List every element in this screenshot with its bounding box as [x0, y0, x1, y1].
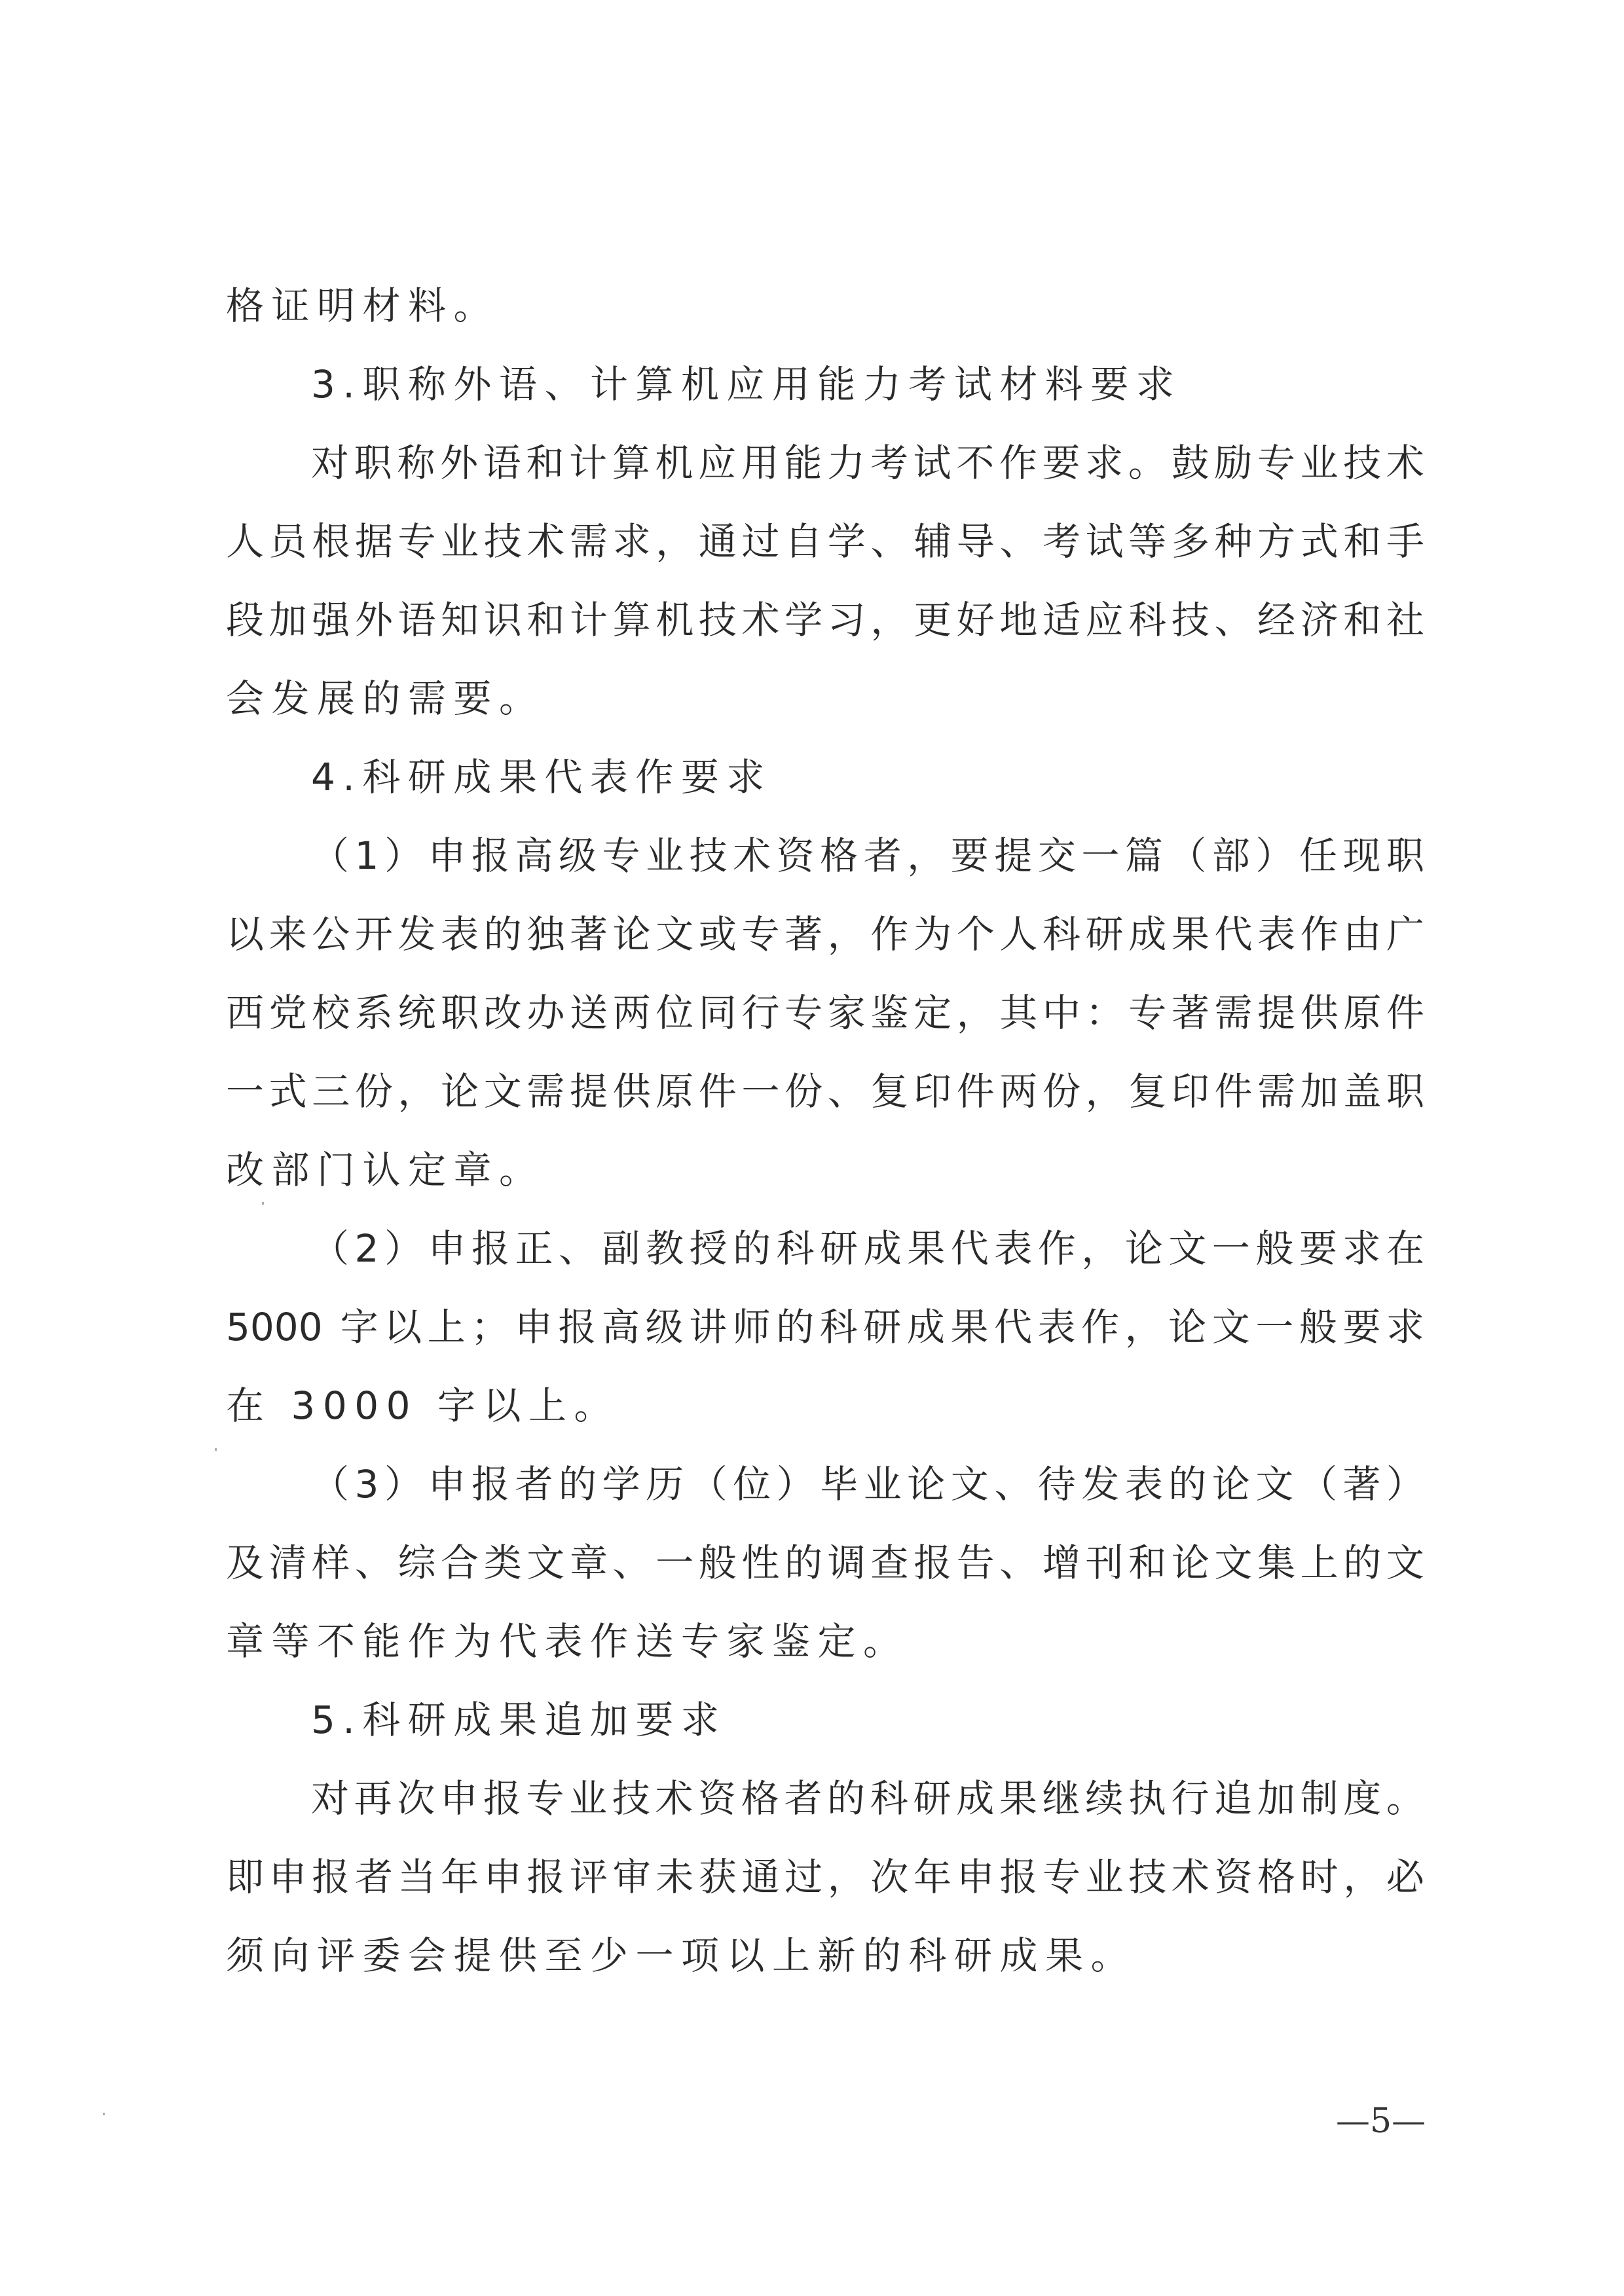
page-number: —5— [1336, 2102, 1426, 2141]
text-line-continuation: 格证明材料。 [226, 283, 500, 328]
paragraph-line: 须向评委会提供至少一项以上新的科研成果。 [226, 1933, 1137, 1978]
paragraph-line: （1）申报高级专业技术资格者，要提交一篇（部）任现职 [311, 833, 1424, 878]
paragraph-line: 人员根据专业技术需求，通过自学、辅导、考试等多种方式和手 [226, 519, 1424, 564]
paragraph-line: 以来公开发表的独著论文或专著，作为个人科研成果代表作由广 [226, 912, 1424, 957]
paragraph-line: （3）申报者的学历（位）毕业论文、待发表的论文（著） [311, 1462, 1424, 1506]
scan-speck [103, 2113, 105, 2115]
paragraph-line: 5000 字以上；申报高级讲师的科研成果代表作，论文一般要求 [226, 1305, 1424, 1349]
section-heading-4: 4.科研成果代表作要求 [311, 755, 772, 799]
section-heading-3: 3.职称外语、计算机应用能力考试材料要求 [311, 362, 1182, 407]
paragraph-line: 在 3000 字以上。 [226, 1383, 619, 1428]
paragraph-line: 章等不能作为代表作送专家鉴定。 [226, 1619, 909, 1664]
paragraph-line: （2）申报正、副教授的科研成果代表作，论文一般要求在 [311, 1226, 1424, 1271]
scan-speck [262, 1202, 264, 1205]
paragraph-line: 对职称外语和计算机应用能力考试不作要求。鼓励专业技术 [311, 441, 1424, 485]
paragraph-line: 改部门认定章。 [226, 1148, 545, 1192]
paragraph-line: 西党校系统职改办送两位同行专家鉴定，其中：专著需提供原件 [226, 991, 1424, 1035]
paragraph-line: 段加强外语知识和计算机技术学习，更好地适应科技、经济和社 [226, 598, 1424, 642]
section-heading-5: 5.科研成果追加要求 [311, 1698, 727, 1742]
paragraph-line: 对再次申报专业技术资格者的科研成果继续执行追加制度。 [311, 1776, 1424, 1821]
paragraph-line: 及清样、综合类文章、一般性的调查报告、增刊和论文集上的文 [226, 1540, 1424, 1585]
paragraph-line: 即申报者当年申报评审未获通过，次年申报专业技术资格时，必 [226, 1855, 1424, 1899]
paragraph-line: 一式三份，论文需提供原件一份、复印件两份，复印件需加盖职 [226, 1069, 1424, 1114]
scan-speck [215, 1448, 217, 1451]
paragraph-line: 会发展的需要。 [226, 676, 545, 721]
